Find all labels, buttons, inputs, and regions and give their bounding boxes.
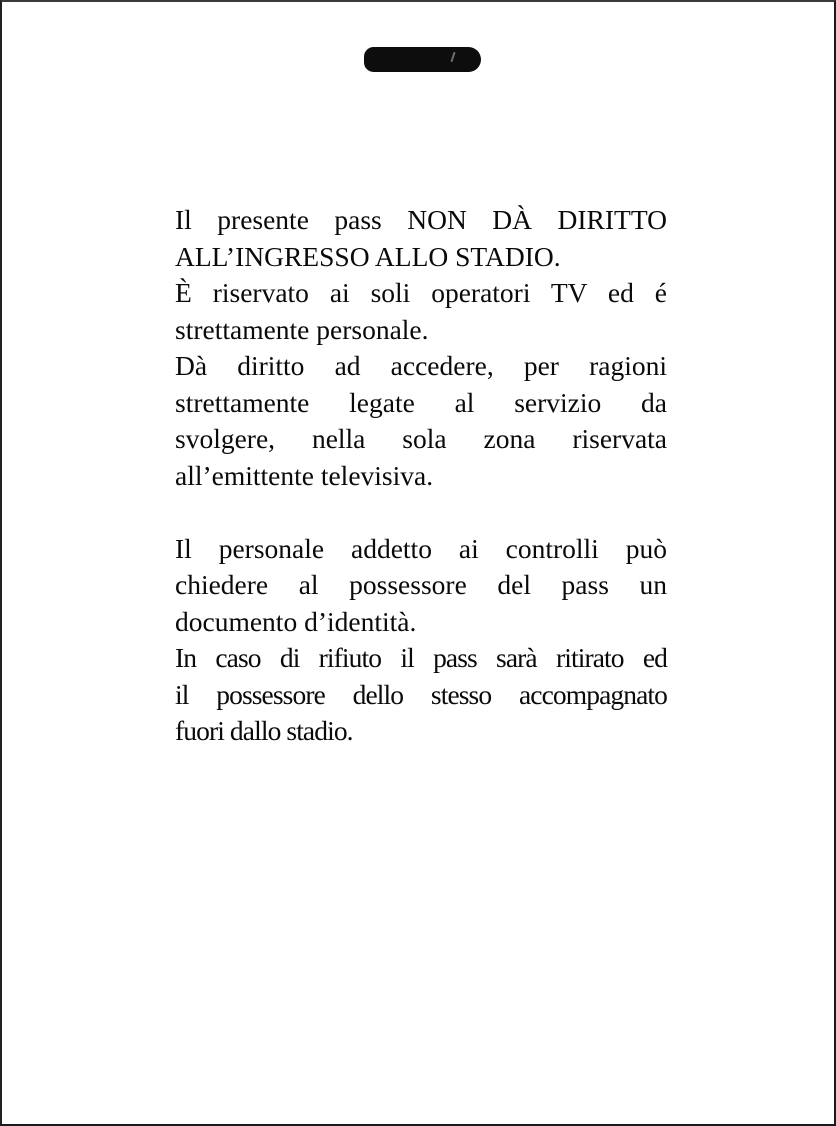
text-line: il possessore dello stesso accompagnato — [175, 678, 667, 710]
text-line: È riservato ai soli operatori TV ed é — [175, 277, 667, 308]
pass-terms-text — [175, 202, 667, 750]
text-line: ALL’INGRESSO ALLO STADIO. — [175, 240, 561, 272]
text-line: In caso di rifiuto il pass sarà ritirato ed — [175, 642, 667, 673]
text-line: documento d’identità. — [175, 605, 417, 637]
text-line: svolgere, nella sola zona riservata — [175, 423, 667, 454]
text-line: Il personale addetto ai controlli può — [175, 532, 667, 564]
text-line: fuori dallo stadio. — [175, 715, 353, 746]
text-line: all’emittente televisiva. — [175, 459, 434, 491]
text-line: Dà diritto ad accedere, per ragioni — [175, 350, 667, 381]
text-line: strettamente legate al servizio da — [175, 386, 667, 418]
text-line: strettamente personale. — [175, 313, 429, 345]
text-line: Il presente pass NON DÀ DIRITTO — [175, 204, 667, 235]
text-line: chiedere al possessore del pass un — [175, 569, 667, 600]
lanyard-slot — [364, 47, 481, 72]
paragraph-spacer — [175, 494, 667, 531]
